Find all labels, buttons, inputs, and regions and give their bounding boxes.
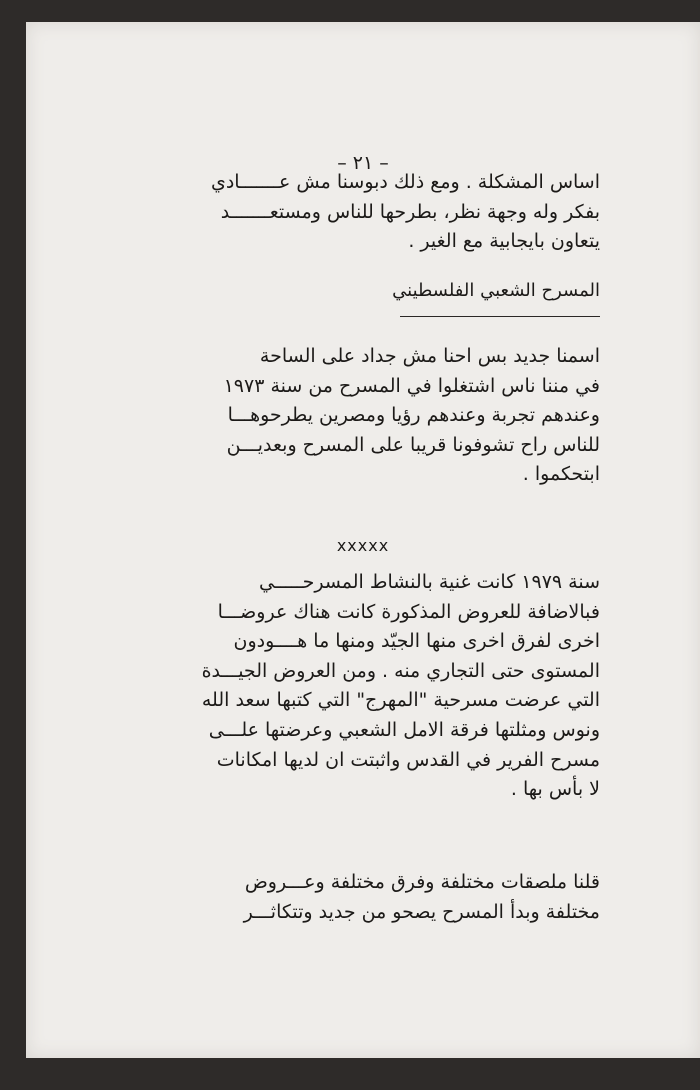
text-line: سنة ١٩٧٩ كانت غنية بالنشاط المسرحـــــي — [258, 571, 600, 593]
paragraph-3 — [90, 568, 600, 805]
text-line: اسمنا جديد بس احنا مش جداد على الساحة — [259, 345, 600, 367]
page-number: – ٢١ – — [337, 152, 389, 174]
text-line: لا بأس بها . — [510, 778, 600, 801]
text-line: في مننا ناس اشتغلوا في المسرح من سنة ١٩٧٣ — [223, 374, 600, 397]
text-line: اخرى لفرق اخرى منها الجيّد ومنها ما هــــودون — [233, 630, 600, 653]
section-heading: المسرح الشعبي الفلسطيني — [392, 280, 600, 301]
text-line: المستوى حتى التجاري منه . ومن العروض الجيـــدة — [201, 659, 600, 682]
text-line: مسرح الفرير في القدس واثبتت ان لديها امكانات — [216, 748, 600, 771]
heading-underline — [400, 316, 600, 317]
paragraph-2 — [90, 342, 600, 490]
text-line: يتعاون بايجابية مع الغير . — [408, 230, 600, 253]
text-line: ونوس ومثلتها فرقة الامل الشعبي وعرضتها علـــى — [208, 718, 600, 741]
section-separator: xxxxx — [336, 536, 390, 555]
paragraph-1 — [90, 168, 600, 257]
book-page — [26, 22, 700, 1058]
text-line: اساس المشكلة . ومع ذلك دبوسنا مش عـــــــادي — [210, 171, 600, 193]
text-line: ابتحكموا . — [522, 463, 600, 486]
text-line: فبالاضافة للعروض المذكورة كانت هناك عروضـــا — [217, 600, 600, 623]
text-line: التي عرضت مسرحية "المهرج" التي كتبها سعد الله — [201, 689, 600, 712]
text-line: مختلفة وبدأ المسرح يصحو من جديد وتتكاثـــر — [243, 900, 600, 923]
text-line: بفكر وله وجهة نظر، بطرحها للناس ومستعـــــــد — [220, 200, 600, 223]
text-line: وعندهم تجربة وعندهم رؤيا ومصرين يطرحوهـــا — [227, 404, 600, 427]
text-line: قلنا ملصقات مختلفة وفرق مختلفة وعـــروض — [244, 871, 600, 893]
text-line: للناس راح تشوفونا قريبا على المسرح وبعديـــن — [226, 433, 600, 456]
paragraph-4 — [90, 868, 600, 927]
